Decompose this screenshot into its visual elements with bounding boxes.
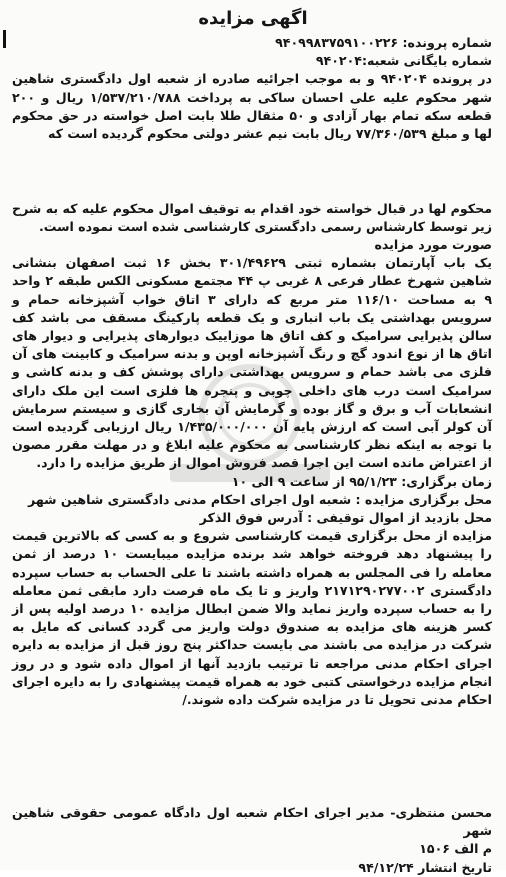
subject-heading: صورت مورد مزایده <box>374 237 492 252</box>
intro-paragraph: در پرونده ۹۴۰۲۰۴ و به موجب اجرائیه صادره از شعبه اول دادگستری شاهین شهر محکوم علیه علی احسان ساکی به پرداخت ۱/۵۳۷/۲۱۰/۷۸۸ ریال و ۲۰۰ قطعه سکه تمام بهار آزادی و ۵۰ مثقال طلا بابت اصل خواسته در حق محکوم لها و مبلغ ۷۷/۳۶۰/۵۳۹ ریال بابت نیم عشر دولتی محکوم گردیده است که <box>12 71 493 142</box>
visit-place: محل بازدید از اموال توقیفی : آدرس فوق الذکر <box>199 510 492 526</box>
auction-details <box>12 236 492 709</box>
signature-block <box>12 804 492 877</box>
seizure-text: محکوم لها در قبال خواسته خود اقدام به توقیف اموال محکوم علیه که به شرح زیر توسط کارشناس رسمی دادگستری کارشناسی شده است نموده است. <box>12 201 492 235</box>
archive-number: شماره بایگانی شعبه:۹۴۰۲۰۴ <box>315 53 492 69</box>
notice-title: اگهی مزایده <box>198 8 308 29</box>
auction-place: محل برگزاری مزایده : شعبه اول اجرای احکام مدنی دادگستری شاهین شهر <box>28 491 492 507</box>
signature-line: محسن منتظری- مدیر اجرای احکام شعبه اول دادگاه عمومی حقوقی شاهین شهر <box>12 805 492 839</box>
reference-code: م الف ۱۵۰۶ <box>419 841 492 857</box>
seizure-paragraph <box>12 200 492 236</box>
publish-date: تاریخ انتشار ۹۴/۱۲/۲۴ <box>358 859 492 875</box>
case-number: شماره پرونده: ۹۴۰۹۹۸۳۷۵۹۱۰۰۲۲۶ <box>275 35 492 50</box>
margin-mark <box>3 30 6 48</box>
auction-conditions: مزایده از محل برگزاری قیمت کارشناسی شروع و به کسی که بالاترین قیمت را پیشنهاد دهد فروخته خواهد شد برنده مزایده میبایست ۱۰ درصد از ثمن معامله را فی المجلس به همراه داشته باشند تا علی الحساب به حساب سپرده دادگستری ۲۱۷۱۲۹۰۲۷۷۰۰۲ واریز و تا یک ماه فرصت دارد مابقی ثمن معامله را به حساب سپرده واریز نماید والا ضمن ابطال مزایده ۱۰ درصد اولیه پس از کسر هزینه های مزایده به صندوق دولت واریز می گردد کسانی که مایل به شرکت در مزایده می باشند می بایست حداکثر پنج روز قبل از مزایده به دایره اجرای احکام مدنی مراجعه تا ترتیب بازدید آنها از اموال داده شود و در روز انجام مزایده درخواستی کتبی خود به همراه قیمت پیشنهادی را به دایره اجرای احکام مدنی تحویل تا در مزایده شرکت داده شوند./ <box>12 528 493 708</box>
auction-time: زمان برگزاری: ۹۵/۱/۲۳ از ساعت ۹ الی ۱۰ <box>231 473 492 489</box>
property-description: یک باب آپارتمان بشماره ثبتی ۳۰۱/۴۹۶۲۹ بخش ۱۶ ثبت اصفهان بنشانی شاهین شهرخ عطار فرعی ۸ غربی پ ۴۴ مجتمع مسکونی الکس طبقه ۲ واحد ۹ به مساحت ۱۱۶/۱۰ متر مربع که دارای ۳ اتاق خواب آشپزخانه حمام و سرویس بهداشتی یک باب انباری و یک قطعه پارکینگ مسقف می باشد کف سالن پذیرایی سرامیک و کف اتاق ها موزاییک دیوارهای پذیرایی و دیوار های اتاق ها از نوع اندود گچ و رنگ آشپزخانه اوپن و بدنه سرامیک و کابینت های آن فلزی می باشد حمام و سرویس بهداشتی دارای پوشش کف و بدنه کاشی و سرامیک است درب های داخلی چوبی و پنجره ها فلزی است این ملک دارای انشعابات آب و برق و گاز بوده و گرمایش آن بخاری گازی و سیستم سرمایش آن کولر آبی است که ارزش پایه آن ۱/۴۳۵/۰۰۰/۰۰۰ ریال ارزیابی گردیده است با توجه به اینکه نظر کارشناسی به محکوم علیه ابلاغ و در مهلت مقرر مصون از اعتراض مانده است این اجرا قصد فروش اموال از طریق مزایده را دارد. <box>12 255 492 471</box>
header-block <box>12 34 492 143</box>
